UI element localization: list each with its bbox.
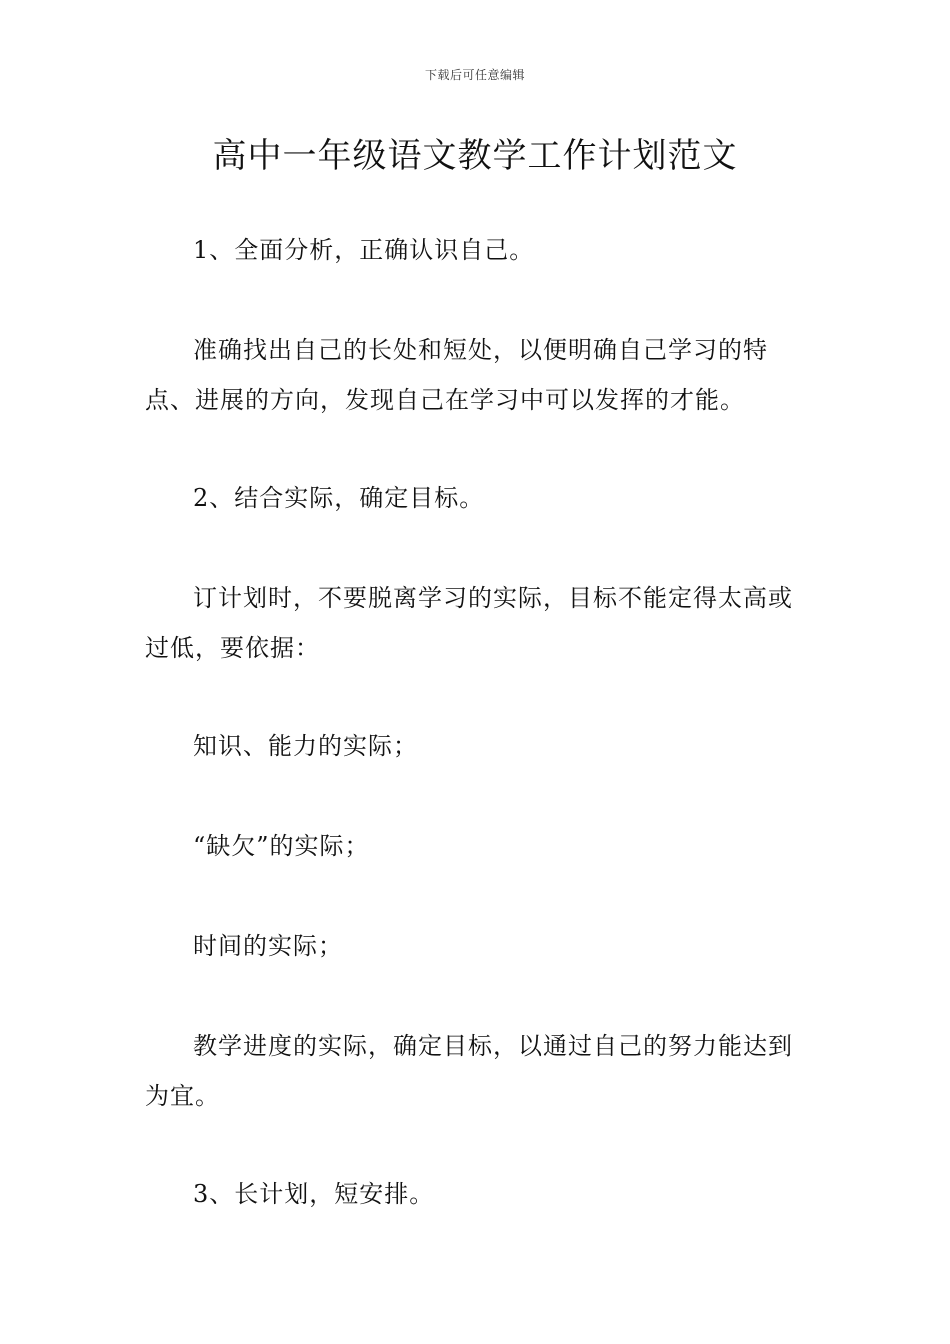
header-note: 下载后可任意编辑 (424, 68, 525, 82)
paragraph-3: 2、结合实际，确定目标。 (193, 484, 485, 512)
paragraph-2: 准确找出自己的长处和短处，以便明确自己学习的特点、进展的方向，发现自己在学习中可以发挥的才能。 (145, 336, 768, 414)
paragraph-5: 知识、能力的实际； (193, 732, 418, 760)
paragraph-1: 1、全面分析，正确认识自己。 (193, 236, 535, 264)
paragraph-7: 时间的实际； (193, 932, 343, 960)
paragraph-8: 教学进度的实际，确定目标，以通过自己的努力能达到为宜。 (145, 1032, 793, 1110)
paragraph-4: 订计划时，不要脱离学习的实际，目标不能定得太高或过低，要依据： (145, 584, 793, 662)
paragraph-9: 3、长计划，短安排。 (193, 1180, 435, 1208)
paragraph-6: “缺欠”的实际； (193, 832, 370, 860)
document-title: 高中一年级语文教学工作计划范文 (212, 136, 738, 176)
